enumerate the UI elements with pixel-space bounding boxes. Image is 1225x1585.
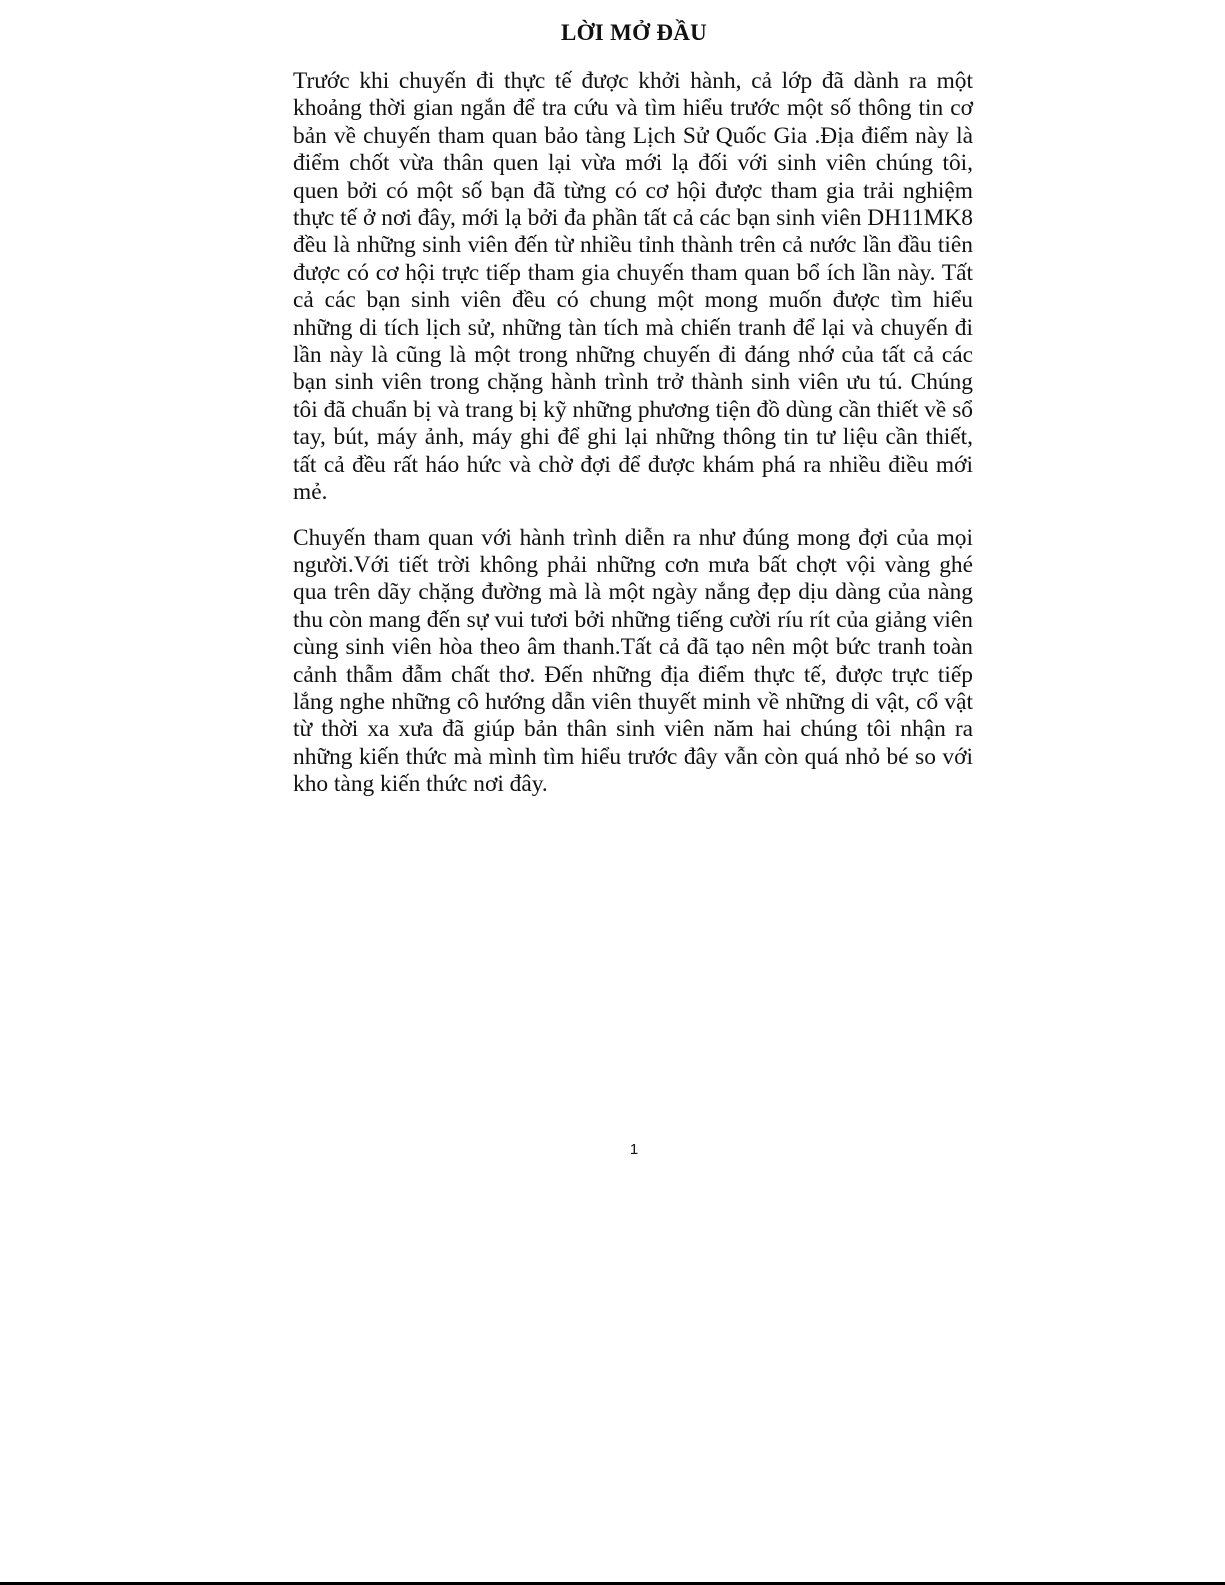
body-text [293, 68, 973, 799]
paragraph-2: Chuyến tham quan với hành trình diễn ra như đúng mong đợi của mọi người.Với tiết trời không phải những cơn mưa bất chợt vội vàng ghé qua trên dãy chặng đường mà là một ngày nắng đẹp dịu dàng của nàng thu còn mang đến sự vui tươi bởi những tiếng cười ríu rít của giảng viên cùng sinh viên hòa theo âm thanh.Tất cả đã tạo nên một bức tranh toàn cảnh thẫm đẫm chất thơ. Đến những địa điểm thực tế, được trực tiếp lắng nghe những cô hướng dẫn viên thuyết minh về những di vật, cổ vật từ thời xa xưa đã giúp bản thân sinh viên năm hai chúng tôi nhận ra những kiến thức mà mình tìm hiểu trước đây vẫn còn quá nhỏ bé so với kho tàng kiến thức nơi đây. [293, 524, 973, 798]
paragraph-1: Trước khi chuyến đi thực tế được khởi hành, cả lớp đã dành ra một khoảng thời gian ngắn để tra cứu và tìm hiểu trước một số thông tin cơ bản về chuyến tham quan bảo tàng Lịch Sử Quốc Gia .Địa điểm này là điểm chốt vừa thân quen lại vừa mới lạ đối với sinh viên chúng tôi, quen bởi có một số bạn đã từng có cơ hội được tham gia trải nghiệm thực tế ở nơi đây, mới lạ bởi đa phần tất cả các bạn sinh viên DH11MK8 đều là những sinh viên đến từ nhiều tỉnh thành trên cả nước lần đầu tiên được có cơ hội trực tiếp tham gia chuyến tham quan bổ ích lần này. Tất cả các bạn sinh viên đều có chung một mong muốn được tìm hiểu những di tích lịch sử, những tàn tích mà chiến tranh để lại và chuyến đi lần này là cũng là một trong những chuyến đi đáng nhớ của tất cả các bạn sinh viên trong chặng hành trình trở thành sinh viên ưu tú. Chúng tôi đã chuẩn bị và trang bị kỹ những phương tiện đồ dùng cần thiết về sổ tay, bút, máy ảnh, máy ghi để ghi lại những thông tin tư liệu cần thiết, tất cả đều rất háo hức và chờ đợi để được khám phá ra nhiều điều mới mẻ. [293, 68, 973, 506]
page-number: 1 [629, 1141, 639, 1158]
page-title: LỜI MỞ ĐẦU [560, 20, 708, 45]
